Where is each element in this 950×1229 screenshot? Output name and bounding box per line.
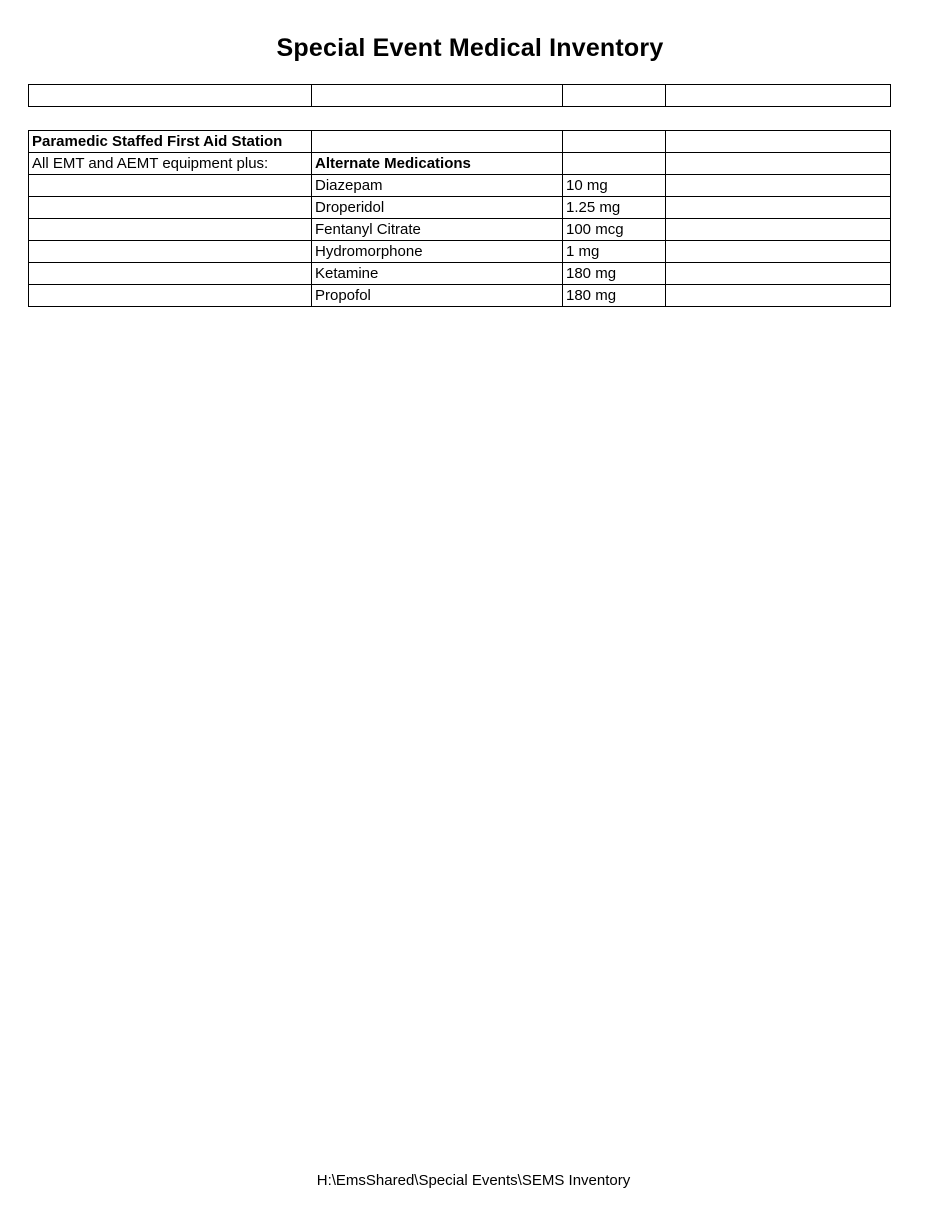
section-heading: Paramedic Staffed First Aid Station: [29, 131, 312, 153]
blank-cell: [29, 285, 312, 307]
blank-cell: [563, 85, 666, 107]
header-blank-table: [28, 84, 891, 107]
blank-cell: [563, 131, 666, 153]
medication-dose: 10 mg: [563, 175, 666, 197]
blank-cell: [29, 263, 312, 285]
medication-dose: 100 mcg: [563, 219, 666, 241]
blank-cell: [312, 85, 563, 107]
medication-row: [29, 175, 891, 197]
blank-cell: [666, 263, 891, 285]
blank-cell: [666, 285, 891, 307]
medication-row: [29, 241, 891, 263]
page-title: Special Event Medical Inventory: [276, 34, 664, 62]
blank-cell: [666, 219, 891, 241]
medication-name: Fentanyl Citrate: [312, 219, 563, 241]
medication-row: [29, 263, 891, 285]
blank-cell: [666, 131, 891, 153]
medication-name: Diazepam: [312, 175, 563, 197]
medication-name: Hydromorphone: [312, 241, 563, 263]
medication-name: Droperidol: [312, 197, 563, 219]
blank-row: [29, 85, 891, 107]
section-intro: All EMT and AEMT equipment plus:: [29, 153, 312, 175]
medication-dose: 1.25 mg: [563, 197, 666, 219]
file-path-footer: H:\EmsShared\Special Events\SEMS Inventory: [316, 1172, 631, 1189]
blank-cell: [29, 241, 312, 263]
blank-cell: [563, 153, 666, 175]
blank-cell: [29, 175, 312, 197]
medication-dose: 180 mg: [563, 285, 666, 307]
blank-cell: [666, 241, 891, 263]
blank-cell: [29, 197, 312, 219]
medication-row: [29, 197, 891, 219]
medication-name: Ketamine: [312, 263, 563, 285]
medications-subheading: Alternate Medications: [312, 153, 563, 175]
blank-cell: [666, 153, 891, 175]
medication-row: [29, 219, 891, 241]
inventory-table: [28, 130, 891, 307]
section-intro-row: [29, 153, 891, 175]
blank-cell: [29, 219, 312, 241]
medication-dose: 180 mg: [563, 263, 666, 285]
medication-dose: 1 mg: [563, 241, 666, 263]
medication-name: Propofol: [312, 285, 563, 307]
blank-cell: [666, 197, 891, 219]
blank-cell: [666, 85, 891, 107]
blank-cell: [666, 175, 891, 197]
section-heading-row: [29, 131, 891, 153]
blank-cell: [29, 85, 312, 107]
medication-row: [29, 285, 891, 307]
blank-cell: [312, 131, 563, 153]
